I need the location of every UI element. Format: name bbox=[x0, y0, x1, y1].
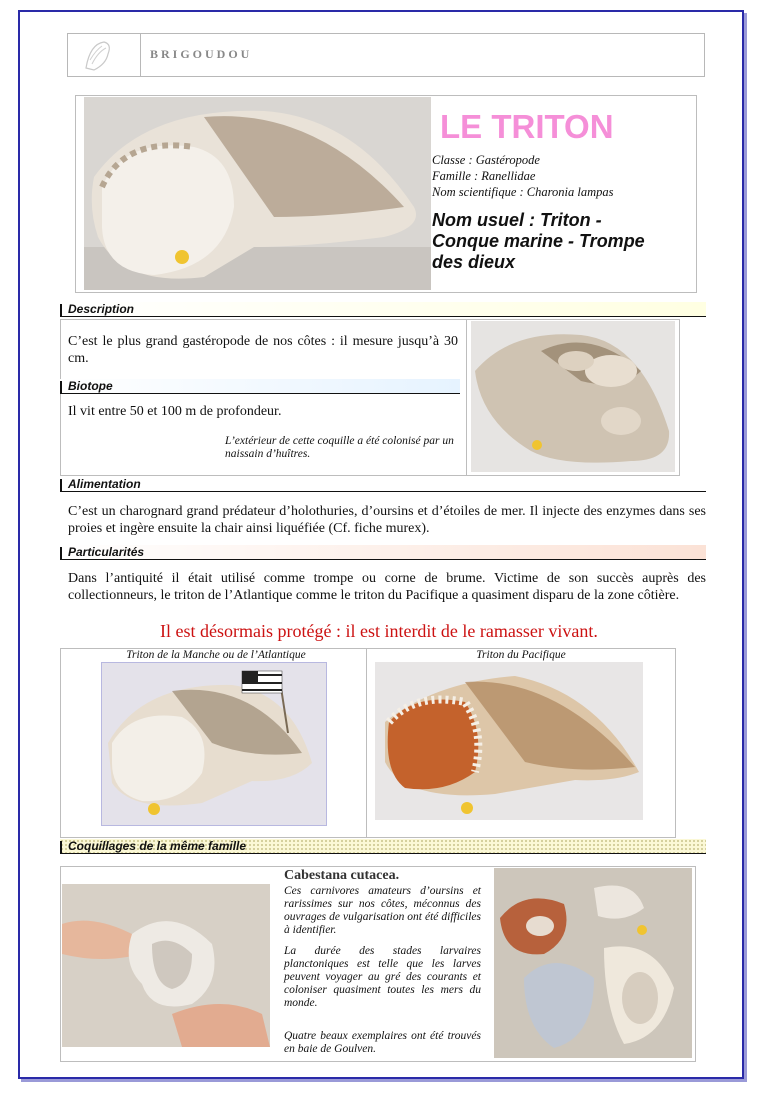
shell-logo bbox=[68, 34, 141, 76]
famille-paragraph-3: Quatre beaux exemplaires ont été trouvés en baie de Goulven. bbox=[284, 1030, 481, 1055]
classification bbox=[432, 152, 613, 200]
species-name: Cabestana cutacea. bbox=[284, 868, 400, 883]
section-particularites: Particularités bbox=[60, 545, 706, 560]
pacific-triton-photo bbox=[375, 662, 643, 820]
section-biotope: Biotope bbox=[60, 379, 460, 394]
hand-shell-photo bbox=[62, 884, 270, 1047]
cabestana-shells-photo bbox=[494, 868, 692, 1058]
section-description: Description bbox=[60, 302, 706, 317]
page-title: LE TRITON bbox=[440, 108, 614, 145]
particularites-text: Dans l’antiquité il était utilisé comme trompe ou corne de brume. Victime de son succès auprès des collectionneurs, le triton de l’Atlantique comme le triton du Pacifique a quasiment disparu de la zone côtière. bbox=[68, 571, 706, 603]
brand-name: BRIGOUDOU bbox=[150, 47, 253, 61]
biotope-text: Il vit entre 50 et 100 m de profondeur. bbox=[68, 404, 282, 419]
section-alimentation: Alimentation bbox=[60, 477, 706, 492]
header-bar bbox=[67, 33, 705, 77]
common-name: Nom usuel : Triton - Conque marine - Trompe des dieux bbox=[432, 210, 645, 272]
alimentation-text: C’est un charognard grand prédateur d’holothuries, d’oursins et d’étoiles de mer. Il injecte des enzymes dans ses proies et ingère ensuite la chair ainsi liquéfiée (Cf. fiche murex). bbox=[68, 504, 706, 536]
famille-line: Famille : Ranellidae bbox=[432, 169, 536, 183]
scientific-name-line: Nom scientifique : Charonia lampas bbox=[432, 185, 614, 199]
protection-warning: Il est désormais protégé : il est interdit de le ramasser vivant. bbox=[160, 621, 598, 641]
famille-paragraph-1: Ces carnivores amateurs d’oursins et rarissimes sur nos côtes, méconnus des ouvrages de vulgarisation ont été difficiles à identifier. bbox=[284, 885, 481, 936]
triton-photo-main bbox=[84, 97, 431, 290]
pacific-triton-caption: Triton du Pacifique bbox=[476, 649, 566, 661]
description-text: C’est le plus grand gastéropode de nos côtes : il mesure jusqu’à 30 cm. bbox=[68, 334, 458, 366]
classe-line: Classe : Gastéropode bbox=[432, 153, 540, 167]
oyster-caption: L’extérieur de cette coquille a été colonisé par un naissain d’huîtres. bbox=[225, 435, 454, 460]
famille-paragraph-2: La durée des stades larvaires planctoniques est telle que les larves peuvent voyager au gré des courants et coloniser quasiment toutes les mers du monde. bbox=[284, 945, 481, 1009]
atlantic-triton-caption: Triton de la Manche ou de l’Atlantique bbox=[126, 649, 306, 661]
section-famille: Coquillages de la même famille bbox=[60, 839, 706, 854]
oyster-shell-photo bbox=[471, 321, 675, 472]
atlantic-triton-photo bbox=[101, 662, 327, 826]
